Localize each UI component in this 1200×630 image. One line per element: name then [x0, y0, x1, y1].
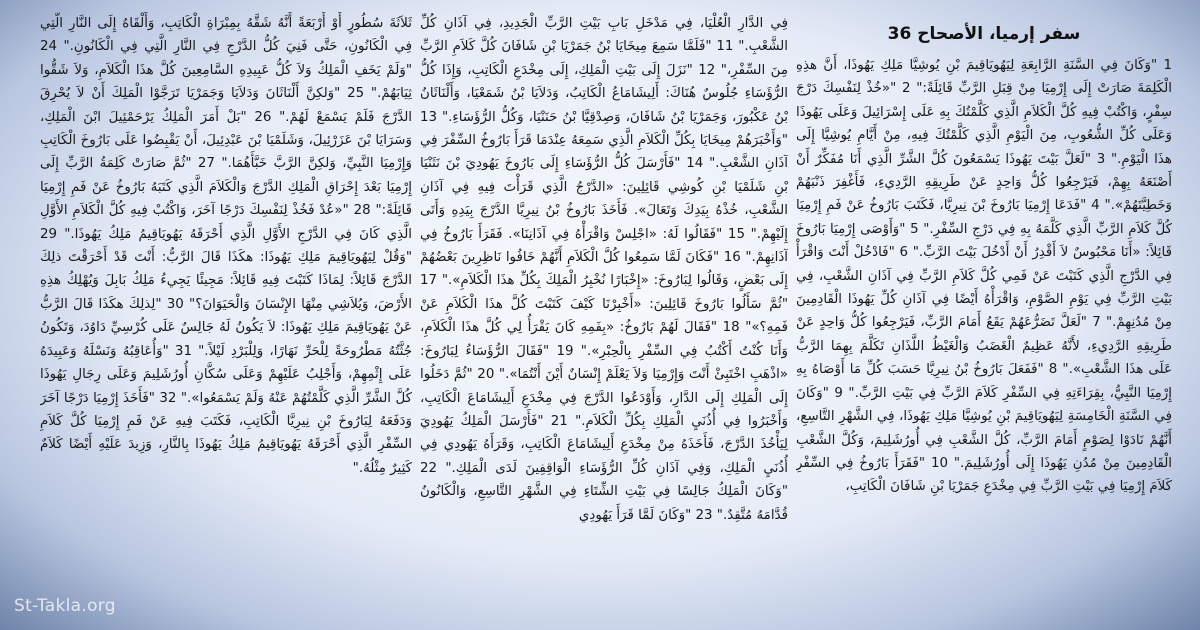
text-column-middle — [420, 12, 788, 620]
column-text-middle: فِي الدَّارِ الْعُلْيَا، فِي مَدْخَلِ بَابِ بَيْتِ الرَّبِّ الْجَدِيدِ، فِي آذَانِ كُلِّ الشَّعْبِ." 11 "فَلَمَّا سَمِعَ مِيخَايَا بْنُ جَمَرْيَا بْنِ شَافَانَ كُلَّ كَلاَمِ الرَّبِّ مِنَ السِّفْرِ،" 12 "نَزَلَ إِلَى بَيْتِ الْمَلِكِ، إِلَى مِخْدَعِ الْكَاتِبِ، وَإِذَا كُلُّ الرُّؤَسَاءِ جُلُوسٌ هُنَاكَ: أَلِيشَامَاعُ الْكَاتِبُ، وَدَلاَيَا بْنُ شَمَعْيَا، وَأَلْنَاثَانُ بْنُ عَكْبُورَ، وَجَمَرْيَا بْنُ شَافَانَ، وَصِدْقِيَّا بْنُ حَنَنْيَا، وَكُلُّ الرُّؤَسَاءِ." 13 "وَأَخْبَرَهُمْ مِيخَايَا بِكُلِّ الْكَلاَمِ الَّذِي سَمِعَهُ عِنْدَمَا قَرَأَ بَارُوخُ السِّفْرَ فِي آذَانِ الشَّعْبِ." 14 "فَأَرْسَلَ كُلُّ الرُّؤَسَاءِ إِلَى بَارُوخَ يَهُودِيَ بْنَ نَثَنْيَا بْنِ شَلَمْيَا بْنِ كُوشِي قَائِلِينَ: «الدَّرْجُ الَّذِي قَرَأْتَ فِيهِ فِي آذَانِ الشَّعْبِ، خُذْهُ بِيَدِكَ وَتَعَالَ». فَأَخَذَ بَارُوخُ بْنُ نِيرِيَّا الدَّرْجَ بِيَدِهِ وَأَتَى إِلَيْهِمْ." 15 "فَقَالُوا لَهُ: «اجْلِسْ وَاقْرَأْهُ فِي آذَانِنَا». فَقَرَأَ بَارُوخُ فِي آذَانِهِمْ." 16 "فَكَانَ لَمَّا سَمِعُوا كُلَّ الْكَلاَمِ أَنَّهُمْ خَافُوا نَاظِرِينَ بَعْضُهُمْ إِلَى بَعْضٍ، وَقَالُوا لِبَارُوخَ: «إِخْبَارًا نُخْبِرُ الْمَلِكَ بِكُلِّ هذَا الْكَلاَمِ»." 17 "ثُمَّ سَأَلُوا بَارُوخَ قَائِلِينَ: «أَخْبِرْنَا كَيْفَ كَتَبْتَ كُلَّ هذَا الْكَلاَمِ عَنْ فَمِهِ؟»" 18 "فَقَالَ لَهُمْ بَارُوخُ: «بِفَمِهِ كَانَ يَقْرَأُ لِي كُلَّ هذَا الْكَلاَمِ، وَأَنَا كُنْتُ أَكْتُبُ فِي السِّفْرِ بِالْحِبْرِ»." 19 "فَقَالَ الرُّؤَسَاءُ لِبَارُوخَ: «اذْهَبِ اخْتَبِئْ أَنْتَ وَإِرْمِيَا وَلاَ يَعْلَمْ إِنْسَانٌ أَيْنَ أَنْتُمَا»." 20 "ثُمَّ دَخَلُوا إِلَى الْمَلِكِ إِلَى الدَّارِ، وَأَوْدَعُوا الدَّرْجَ فِي مِخْدَعِ أَلِيشَامَاعَ الْكَاتِبِ، وَأَخْبَرُوا فِي أُذُنَيِ الْمَلِكِ بِكُلِّ الْكَلاَمِ." 21 "فَأَرْسَلَ الْمَلِكُ يَهُودِيَ لِيَأْخُذَ الدَّرْجَ، فَأَخَذَهُ مِنْ مِخْدَعِ أَلِيشَامَاعَ الْكَاتِبِ، وَقَرَأَهُ يَهُودِي فِي أُذُنَيِ الْمَلِكِ، وَفِي آذَانِ كُلِّ الرُّؤَسَاءِ الْوَاقِفِينَ لَدَى الْمَلِكِ." 22 "وَكَانَ الْمَلِكُ جَالِسًا فِي بَيْتِ الشِّتَاءِ فِي الشَّهْرِ التَّاسِعِ، وَالْكَانُونُ قُدَّامَهُ مُتَّقِدٌ." 23 "وَكَانَ لَمَّا قَرَأَ يَهُودِي — [420, 16, 788, 523]
site-watermark: St-Takla.org — [14, 596, 116, 616]
text-column-right — [796, 20, 1172, 628]
column-text-right: 1 "وَكَانَ فِي السَّنَةِ الرَّابِعَةِ لِيَهُويَاقِيمَ بْنِ يُوشِيَّا مَلِكِ يَهُوذَا، أَنَّ هذِهِ الْكَلِمَةَ صَارَتْ إِلَى إِرْمِيَا مِنْ قِبَلِ الرَّبِّ قَائِلَةً:" 2 "«خُذْ لِنَفْسِكَ دَرْجَ سِفْرٍ، وَاكْتُبْ فِيهِ كُلَّ الْكَلاَمِ الَّذِي كَلَّمْتُكَ بِهِ عَلَى إِسْرَائِيلَ وَعَلَى يَهُوذَا وَعَلَى كُلِّ الشُّعُوبِ، مِنَ الْيَوْمِ الَّذِي كَلَّمْتُكَ فِيهِ، مِنْ أَيَّامِ يُوشِيَّا إِلَى هذَا الْيَوْمِ." 3 "لَعَلَّ بَيْتَ يَهُوذَا يَسْمَعُونَ كُلَّ الشَّرِّ الَّذِي أَنَا مُفَكِّرٌ أَنْ أَصْنَعَهُ بِهِمْ، فَيَرْجِعُوا كُلُّ وَاحِدٍ عَنْ طَرِيقِهِ الرَّدِيءِ، فَأَغْفِرَ ذَنْبَهُمْ وَخَطِيَّتَهُمْ»." 4 "فَدَعَا إِرْمِيَا بَارُوخَ بْنَ نِيرِيَّا، فَكَتَبَ بَارُوخُ عَنْ فَمِ إِرْمِيَا كُلَّ كَلاَمِ الرَّبِّ الَّذِي كَلَّمَهُ بِهِ فِي دَرْجِ السِّفْرِ." 5 "وَأَوْصَى إِرْمِيَا بَارُوخَ قَائِلاً: «أَنَا مَحْبُوسٌ لاَ أَقْدِرُ أَنْ أَدْخُلَ بَيْتَ الرَّبِّ." 6 "فَادْخُلْ أَنْتَ وَاقْرَأْ فِي الدَّرْجِ الَّذِي كَتَبْتَ عَنْ فَمِي كُلَّ كَلاَمِ الرَّبِّ فِي آذَانِ الشَّعْبِ، فِي بَيْتِ الرَّبِّ فِي يَوْمِ الصَّوْمِ، وَاقْرَأْهُ أَيْضًا فِي آذَانِ كُلِّ يَهُوذَا الْقَادِمِينَ مِنْ مُدُنِهِمْ." 7 "لَعَلَّ تَضَرُّعَهُمْ يَقَعُ أَمَامَ الرَّبِّ، فَيَرْجِعُوا كُلُّ وَاحِدٍ عَنْ طَرِيقِهِ الرَّدِيءِ، لأَنَّهُ عَظِيمٌ الْغَضَبُ وَالْغَيْظُ اللَّذَانِ تَكَلَّمَ بِهِمَا الرَّبُّ عَلَى هذَا الشَّعْبِ»." 8 "فَفَعَلَ بَارُوخُ بْنُ نِيرِيَّا حَسَبَ كُلِّ مَا أَوْصَاهُ بِهِ إِرْمِيَا النَّبِيُّ، بِقِرَاءَتِهِ فِي السِّفْرِ كَلاَمَ الرَّبِّ فِي بَيْتِ الرَّبِّ." 9 "وَكَانَ فِي السَّنَةِ الْخَامِسَةِ لِيَهُويَاقِيمَ بْنِ يُوشِيَّا مَلِكِ يَهُوذَا، فِي الشَّهْرِ التَّاسِعِ، أَنَّهُمْ نَادَوْا لِصَوْمٍ أَمَامَ الرَّبِّ، كُلَّ الشَّعْبِ فِي أُورُشَلِيمَ، وَكُلَّ الشَّعْبِ الْقَادِمِينَ مِنْ مُدُنِ يَهُوذَا إِلَى أُورُشَلِيمَ." 10 "فَقَرَأَ بَارُوخُ فِي السِّفْرِ كَلاَمَ إِرْمِيَا فِي بَيْتِ الرَّبِّ فِي مِخْدَعِ جَمَرْيَا بْنِ شَافَانَ الْكَاتِبِ، — [796, 58, 1172, 495]
chapter-title: سفر إرميا، الأصحاح 36 — [887, 24, 1081, 44]
text-column-left — [40, 12, 412, 620]
column-text-left: ثَلاَثَةَ سُطُورٍ أَوْ أَرْبَعَةً أَنَّهُ شَقَّهُ بِمِبْرَاةِ الْكَاتِبِ، وَأَلْقَاهُ إِلَى النَّارِ الَّتِي فِي الْكَانُونِ، حَتَّى فَنِيَ كُلُّ الدَّرْجِ فِي النَّارِ الَّتِي فِي الْكَانُونِ." 24 "وَلَمْ يَخَفِ الْمَلِكُ وَلاَ كُلُّ عَبِيدِهِ السَّامِعِينَ كُلَّ هذَا الْكَلاَمِ، وَلاَ شَقُّوا ثِيَابَهُمْ." 25 "وَلكِنَّ أَلْنَاثَانَ وَدَلاَيَا وَجَمَرْيَا تَرَجَّوْا الْمَلِكَ أَنْ لاَ يُحْرِقَ الدَّرْجَ فَلَمْ يَسْمَعْ لَهُمْ." 26 "بَلْ أَمَرَ الْمَلِكُ يَرْحَمْئِيلَ ابْنَ الْمَلِكِ، وَسَرَايَا بْنَ عَزَرْئِيلَ، وَشَلَمْيَا بْنَ عَبْدِئِيلَ، أَنْ يَقْبِضُوا عَلَى بَارُوخَ الْكَاتِبِ وَإِرْمِيَا النَّبِيِّ، وَلكِنَّ الرَّبَّ خَبَّأَهُمَا." 27 "ثُمَّ صَارَتْ كَلِمَةُ الرَّبِّ إِلَى إِرْمِيَا بَعْدَ إِحْرَاقِ الْمَلِكِ الدَّرْجَ وَالْكَلاَمَ الَّذِي كَتَبَهُ بَارُوخُ عَنْ فَمِ إِرْمِيَا قَائِلَةً:" 28 "«عُدْ فَخُذْ لِنَفْسِكَ دَرْجًا آخَرَ، وَاكْتُبْ فِيهِ كُلَّ الْكَلاَمِ الأَوَّلِ الَّذِي كَانَ فِي الدَّرْجِ الأَوَّلِ الَّذِي أَحْرَقَهُ يَهُويَاقِيمُ مَلِكُ يَهُوذَا." 29 "وَقُلْ لِيَهُويَاقِيمَ مَلِكِ يَهُوذَا: هكَذَا قَالَ الرَّبُّ: أَنْتَ قَدْ أَحْرَقْتَ ذلِكَ الدَّرْجَ قَائِلاً: لِمَاذَا كَتَبْتَ فِيهِ قَائِلاً: مَجِيئًا يَجِيءُ مَلِكُ بَابِلَ وَيُهْلِكُ هذِهِ الأَرْضَ، وَيُلاَشِي مِنْهَا الإِنْسَانَ وَالْحَيَوَانَ؟" 30 "لِذلِكَ هكَذَا قَالَ الرَّبُّ عَنْ يَهُويَاقِيمَ مَلِكِ يَهُوذَا: لاَ يَكُونُ لَهُ جَالِسٌ عَلَى كُرْسِيِّ دَاوُدَ، وَتَكُونُ جُثَّتُهُ مَطْرُوحَةً لِلْحَرِّ نَهَارًا، وَلِلْبَرْدِ لَيْلاً." 31 "وَأُعَاقِبُهُ وَنَسْلَهُ وَعَبِيدَهُ عَلَى إِثْمِهِمْ، وَأَجْلِبُ عَلَيْهِمْ وَعَلَى سُكَّانِ أُورُشَلِيمَ وَعَلَى رِجَالِ يَهُوذَا كُلَّ الشَّرِّ الَّذِي كَلَّمْتُهُمْ عَنْهُ وَلَمْ يَسْمَعُوا»." 32 "فَأَخَذَ إِرْمِيَا دَرْجًا آخَرَ وَدَفَعَهُ لِبَارُوخَ بْنِ نِيرِيَّا الْكَاتِبِ، فَكَتَبَ فِيهِ عَنْ فَمِ إِرْمِيَا كُلَّ كَلاَمِ السِّفْرِ الَّذِي أَحْرَقَهُ يَهُويَاقِيمُ مَلِكُ يَهُوذَا بِالنَّارِ، وَزِيدَ عَلَيْهِ أَيْضًا كَلاَمٌ كَثِيرٌ مِثْلُهُ." — [40, 16, 412, 476]
